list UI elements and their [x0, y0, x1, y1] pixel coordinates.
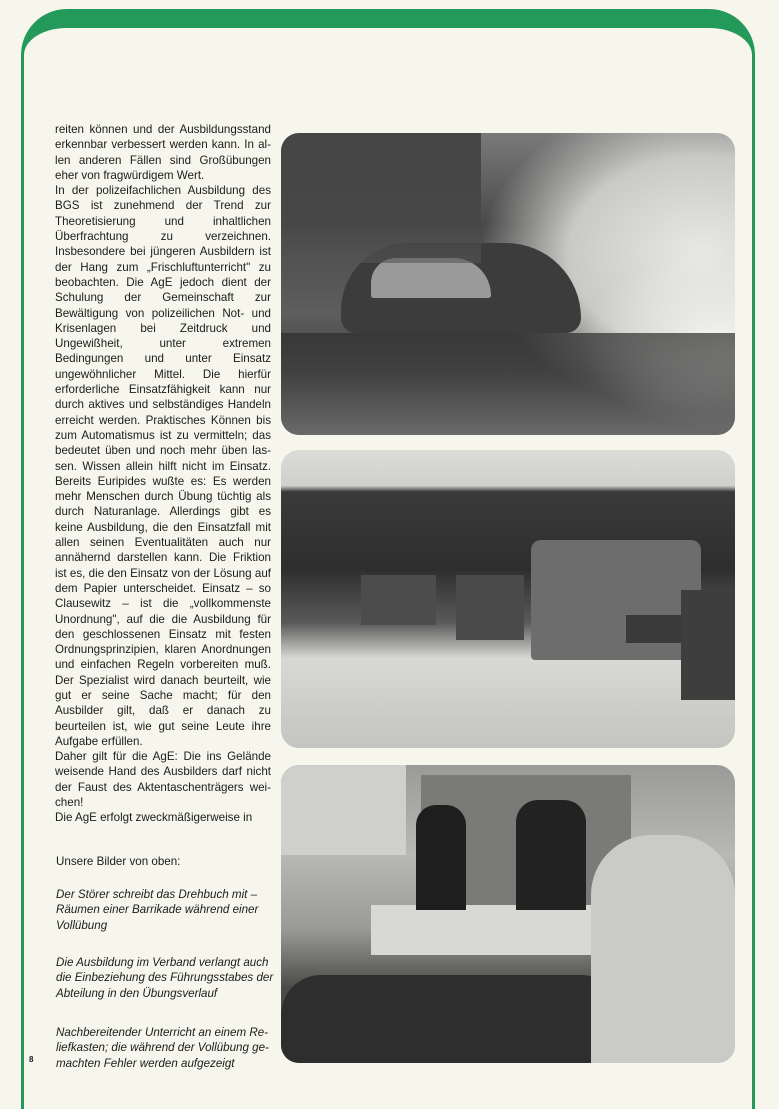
paragraph: reiten können und der Ausbildungsstand erkennbar verbessert werden kann. In allen anderen Fällen sind Großübungen eher von fragwürdigem Wert.: [55, 123, 271, 182]
caption-photo-2: Die Ausbildung im Verband verlangt auch die Einbeziehung des Führungsstabes der Abteilung in den Übungsverlauf: [56, 956, 274, 1000]
paragraph: In der polizeifachlichen Ausbildung des BGS ist zunehmend der Trend zur Theoretisierung und inhaltlichen Überfrachtung zu verzeichnen. Insbesondere bei jüngeren Ausbildern ist der Hang zum „Frischluftunterricht" zu beobachten. Die AgE jedoch dient der Schulung der Gemeinschaft zur Bewältigung von polizeilichen Not- und Krisenlagen bei Zeitdruck und Ungewißheit, unter extremen Bedingungen und unter Einsatz ungewöhnlicher Mittel. Die hierfür erforderliche Einsatzfähigkeit kann nur durch aktives und selbständiges Handeln erreicht werden. Praktisches Können bis zum Automatismus ist zu vermitteln; das bedeutet üben und noch mehr üben lassen. Wissen allein hilft nicht im Einsatz. Bereits Euripides wußte es: Es werden mehr Menschen durch Übung tüchtig als durch Naturanlage. Allerdings gibt es keine Ausbildung, die den Einsatzfall mit allen seinen Eventualitäten auch nur annähernd darstellen kann. Die Friktion ist es, die den Einsatz von der Lösung auf dem Papier unterscheidet. Einsatz – so Clausewitz – ist die „vollkommenste Unordnung", auf die die Ausbildung für den geschlossenen Einsatz mit festen Ordnungsprinzipien, klaren Anordnungen und einfachen Regeln vorbereiten muß. Der Spezialist wird danach beurteilt, wie gut er seine Sache macht; für den Ausbilder gilt, daß er danach zu beurteilen ist, wie gut seine Leute ihre Aufgabe erfüllen.: [55, 184, 271, 748]
paragraph: Daher gilt für die AgE: Die ins Gelände weisende Hand des Ausbilders darf nicht der Faust des Aktentaschenträgers weichen!: [55, 750, 271, 810]
caption-photo-3: Nachbereitender Unterricht an einem Reliefkasten; die während der Vollübung gemachten Fehler werden aufgezeigt: [56, 1026, 269, 1070]
page-number: 8: [29, 1055, 34, 1064]
photo-barricade-exercise: [281, 133, 735, 435]
article-body: [55, 122, 271, 826]
photo-relief-box-lesson: [281, 765, 735, 1063]
caption-intro: Unsere Bilder von oben:: [56, 855, 181, 868]
photo-command-vehicles: [281, 450, 735, 748]
paragraph: Die AgE erfolgt zweckmäßigerweise in: [55, 811, 253, 825]
caption-photo-1: Der Störer schreibt das Drehbuch mit – Räumen einer Barrikade während einer Vollübung: [56, 888, 259, 932]
